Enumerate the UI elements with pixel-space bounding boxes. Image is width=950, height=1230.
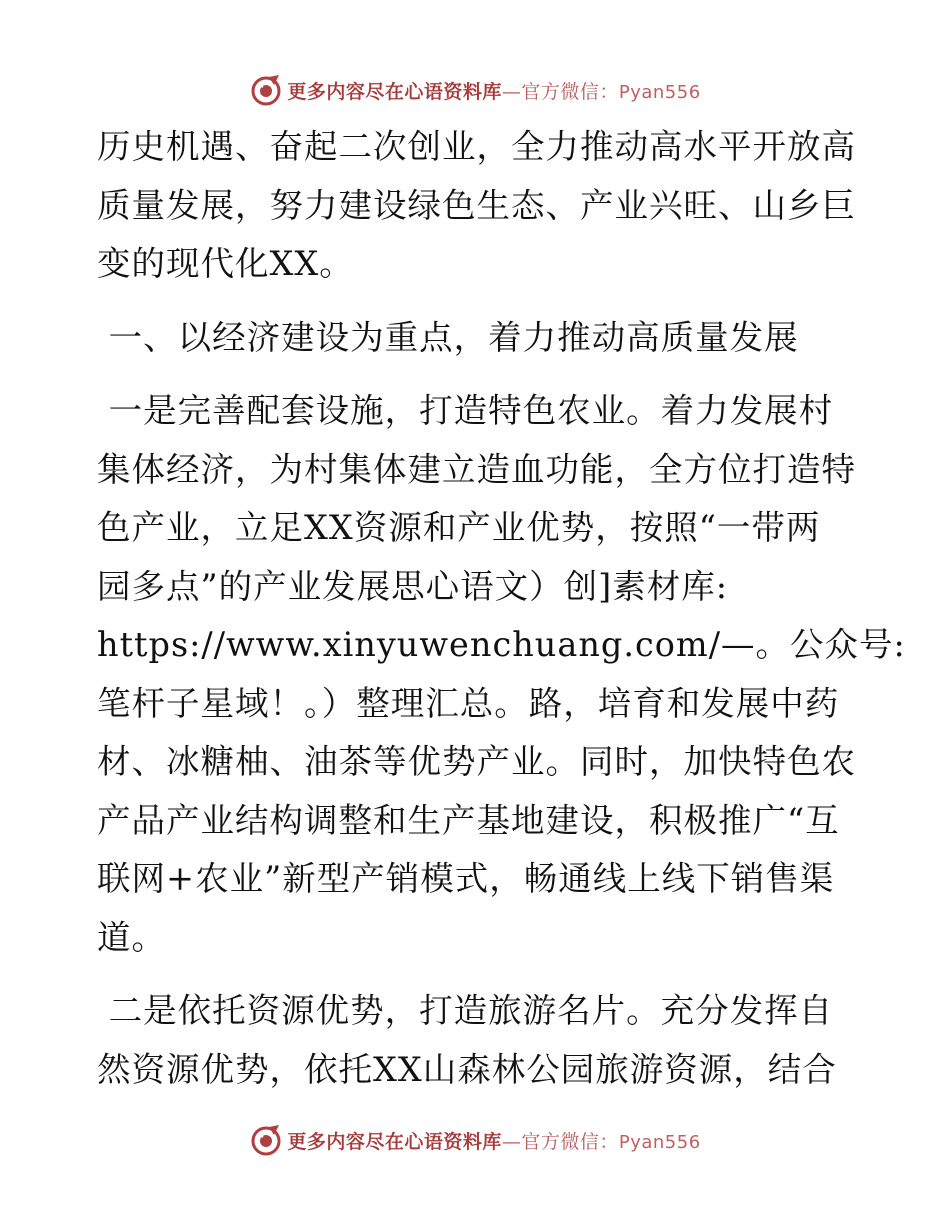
text-line-url: https://www.xinyuwenchuang.com/—。公众号: [97, 625, 906, 664]
text-line: 历史机遇、奋起二次创业，全力推动高水平开放高 [97, 127, 856, 166]
paragraph-intro [97, 118, 857, 294]
text-line: 集体经济，为村集体建立造血功能，全方位打造特 [97, 449, 856, 489]
banner-wechat-label: —官方微信： [501, 80, 619, 103]
paragraph-tourism [97, 982, 857, 1099]
section-heading [97, 309, 857, 368]
banner-wechat-label: —官方微信： [501, 1130, 619, 1153]
text-line: 变的现代化XX。 [97, 244, 354, 283]
text-line: 二是依托资源优势，打造旅游名片。充分发挥自 [97, 991, 834, 1030]
text-line: 产品产业结构调整和生产基地建设，积极推广“互 [97, 800, 840, 840]
banner-wechat-id: Pyan556 [618, 1131, 701, 1153]
paragraph-agriculture [97, 382, 906, 967]
banner-title: 更多内容尽在心语资料库 [287, 80, 502, 103]
heading-line: 一、以经济建设为重点，着力推动高质量发展 [97, 317, 799, 357]
document-body [97, 118, 906, 1099]
text-line: 然资源优势，依托XX山森林公园旅游资源，结合 [97, 1049, 837, 1089]
text-line: 色产业，立足XX资源和产业优势，按照“一带两 [97, 508, 821, 547]
footer-watermark [0, 1120, 950, 1160]
text-line: 材、冰糖柚、油茶等优势产业。同时，加快特色农 [97, 742, 856, 781]
logo-icon [249, 73, 283, 107]
banner-title: 更多内容尽在心语资料库 [287, 1130, 502, 1153]
text-line: 园多点”的产业发展思心语文）创]素材库: [97, 566, 728, 606]
text-line: 笔杆子星域！。）整理汇总。路，培育和发展中药 [97, 683, 840, 723]
text-line: 联网+农业”新型产销模式，畅通线上线下销售渠 [97, 859, 835, 898]
text-line: 一是完善配套设施，打造特色农业。着力发展村 [97, 391, 834, 430]
text-line: 质量发展，努力建设绿色生态、产业兴旺、山乡巨 [97, 185, 856, 225]
header-watermark [0, 70, 950, 110]
text-line: 道。 [97, 917, 166, 957]
banner-wechat-id: Pyan556 [618, 81, 701, 103]
logo-icon [249, 1123, 283, 1157]
